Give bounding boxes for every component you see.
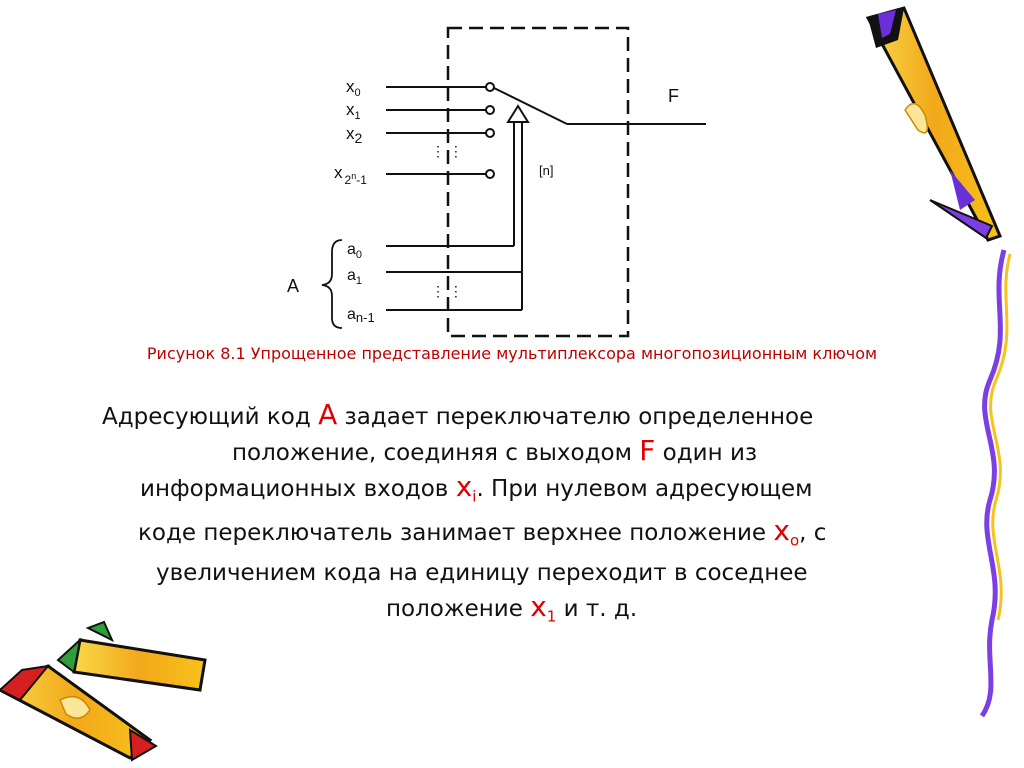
- text-span: положение: [386, 596, 531, 623]
- paragraph-line-3: [90, 470, 920, 514]
- input-label-x2: $x_2$: [346, 124, 363, 146]
- address-dots: ⋮ ⋮: [431, 283, 463, 299]
- address-label-an1: an-1: [347, 306, 375, 325]
- figure-caption: Рисунок 8.1 Упрощенное представление мультиплексора многопозиционным ключом: [146, 344, 878, 363]
- text-span: . При нулевом адресующем: [476, 476, 813, 502]
- symbol-x: x: [773, 513, 790, 547]
- input-label-x1: $x_1$: [346, 100, 361, 122]
- paragraph-line-6: [90, 590, 920, 634]
- symbol-a: A: [318, 398, 338, 431]
- address-group-label: A: [287, 276, 300, 296]
- symbol-f: F: [639, 434, 656, 467]
- text-span: увеличением кода на единицу переходит в соседнее: [156, 560, 808, 587]
- text-span: Адресующий код: [102, 404, 319, 430]
- address-lines: [386, 246, 522, 310]
- text-span: , с: [799, 519, 827, 546]
- address-brace: [322, 240, 342, 328]
- text-span: и т. д.: [556, 596, 638, 623]
- paragraph-line-4: [90, 514, 920, 558]
- output-label-f: F: [668, 86, 679, 106]
- symbol-subscript: i: [472, 487, 477, 506]
- input-dots: ⋮ ⋮: [431, 143, 463, 159]
- symbol-x: x: [530, 590, 547, 624]
- text-span: информационных входов: [140, 476, 456, 502]
- paragraph-line-5: [90, 557, 920, 590]
- symbol-subscript: o: [789, 531, 800, 550]
- input-label-xlast: x $_2^n_{-1}$: [334, 163, 367, 187]
- text-span: коде переключатель занимает верхнее положение: [138, 519, 774, 546]
- switch-blade: [494, 88, 567, 124]
- symbol-subscript: 1: [546, 607, 557, 626]
- bus-width-label: [n]: [539, 163, 554, 178]
- pencil-decoration-right: [868, 8, 1000, 240]
- text-span: задает переключателю определенное: [337, 404, 814, 430]
- text-span: положение, соединяя с выходом: [232, 440, 640, 466]
- paragraph-line-1: [90, 398, 920, 434]
- description-paragraph: [90, 398, 920, 634]
- paragraph-line-2: [90, 434, 920, 470]
- switch-box: [448, 28, 628, 336]
- control-arrow: [508, 106, 528, 310]
- text-span: один из: [655, 440, 758, 466]
- symbol-x: x: [455, 470, 473, 503]
- input-label-x0: $x_0$: [346, 77, 361, 99]
- input-lines: [386, 87, 486, 174]
- pencil-decoration-left: [0, 622, 205, 760]
- input-contacts: [486, 83, 494, 178]
- address-label-a1: $a_1$: [347, 267, 363, 287]
- address-label-a0: $a_0$: [347, 241, 363, 261]
